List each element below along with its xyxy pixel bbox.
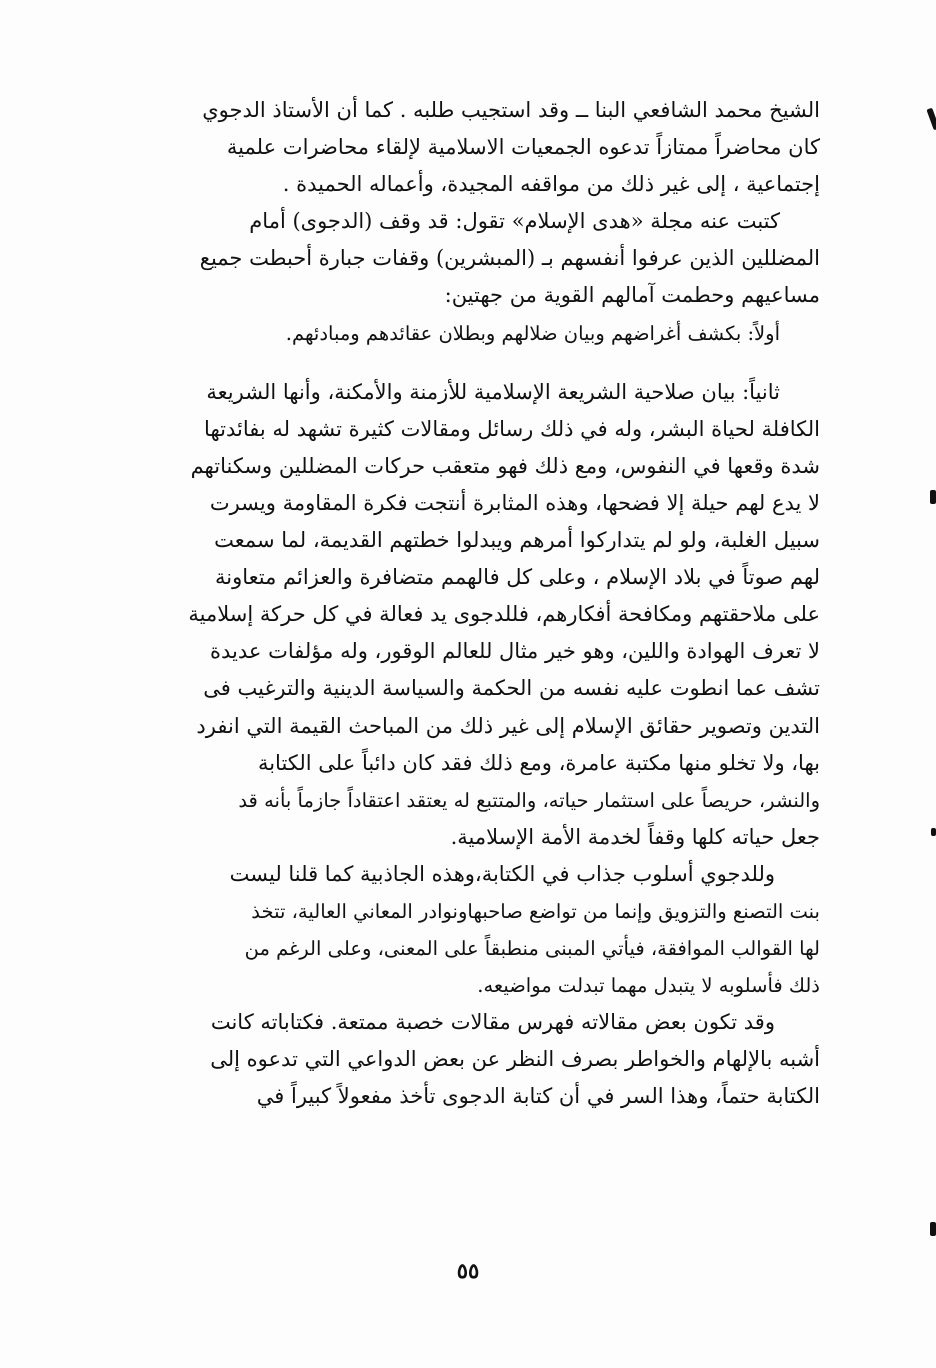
text-line: أشبه بالإلهام والخواطر بصرف النظر عن بعض الدواعي التي تدعوه إلى [210, 1047, 820, 1072]
text-line: لها القوالب الموافقة، فيأتي المبنى منطبقاً على المعنى، وعلى الرغم من [244, 937, 820, 961]
text-line: لا تعرف الهوادة واللين، وهو خير مثال للعالم الوقور، وله مؤلفات عديدة [210, 639, 820, 664]
text-line: تشف عما انطوت عليه نفسه من الحكمة والسياسة الدينية والترغيب فى [203, 676, 820, 701]
text-line: وقد تكون بعض مقالاته فهرس مقالات خصبة ممتعة. فكتاباته كانت [210, 1010, 775, 1035]
edge-mark [930, 490, 936, 504]
text-line: ذلك فأسلوبه لا يتبدل مهما تبدلت مواضيعه. [477, 974, 820, 998]
edge-mark [930, 1222, 936, 1236]
text-line: الكتابة حتماً، وهذا السر في أن كتابة الدجوى تأخذ مفعولاً كبيراً في [256, 1084, 820, 1109]
text-line: أولاً: بكشف أغراضهم وبيان ضلالهم وبطلان عقائدهم ومبادئهم. [285, 321, 780, 345]
text-line: الكافلة لحياة البشر، وله في ذلك رسائل ومقالات كثيرة تشهد له بفائدتها [204, 416, 820, 441]
text-line: بنت التصنع والتزويق وإنما من تواضع صاحبهاونوادر المعاني العالية، تتخذ [251, 899, 820, 923]
edge-mark [926, 108, 936, 131]
page-number: ٥٥ [456, 1258, 480, 1283]
text-line: ثانياً: بيان صلاحية الشريعة الإسلامية للأزمنة والأمكنة، وأنها الشريعة [206, 379, 780, 404]
text-line: بها، ولا تخلو منها مكتبة عامرة، ومع ذلك فقد كان دائباً على الكتابة [257, 750, 820, 775]
text-line: الشيخ محمد الشافعي البنا ــ وقد استجيب طلبه . كما أن الأستاذ الدجوي [202, 98, 820, 122]
text-line: كان محاضراً ممتازاً تدعوه الجمعيات الاسلامية لإلقاء محاضرات علمية [226, 135, 820, 160]
text-line: وللدجوي أسلوب جذاب في الكتابة،وهذه الجاذبية كما قلنا ليست [229, 861, 775, 886]
text-line: التدين وتصوير حقائق الإسلام إلى غير ذلك من المباحث القيمة التي انفرد [196, 713, 820, 738]
text-line: إجتماعية ، إلى غير ذلك من مواقفه المجيدة، وأعماله الحميدة . [282, 172, 820, 197]
text-line: المضللين الذين عرفوا أنفسهم بـ (المبشرين) وقفات جبارة أحبطت جميع [199, 246, 820, 271]
text-line: لا يدع لهم حيلة إلا فضحها، وهذه المثابرة أنتجت فكرة المقاومة ويسرت [209, 490, 820, 515]
paragraph-gap [110, 352, 820, 374]
text-line: على ملاحقتهم ومكافحة أفكارهم، فللدجوى يد فعالة في كل حركة إسلامية [188, 602, 820, 627]
text-line: شدة وقعها في النفوس، ومع ذلك فهو متعقب حركات المضللين وسكناتهم [190, 453, 820, 478]
text-line: كتبت عنه مجلة «هدى الإسلام» تقول: قد وقف (الدجوى) أمام [249, 209, 780, 234]
edge-mark [931, 828, 936, 836]
text-line: لهم صوتاً في بلاد الإسلام ، وعلى كل فالهمم متضافرة والعزائم متعاونة [215, 565, 820, 590]
text-line: جعل حياته كلها وقفاً لخدمة الأمة الإسلامية. [450, 824, 820, 849]
text-line: والنشر، حريصاً على استثمار حياته، والمتتبع له يعتقد اعتقاداً جازماً بأنه قد [238, 788, 820, 812]
text-line: مساعيهم وحطمت آمالهم القوية من جهتين: [444, 283, 820, 308]
text-line: سبيل الغلبة، ولو لم يتداركوا أمرهم ويبدلوا خطتهم القديمة، لما سمعت [214, 528, 820, 553]
body-text [110, 92, 820, 1116]
